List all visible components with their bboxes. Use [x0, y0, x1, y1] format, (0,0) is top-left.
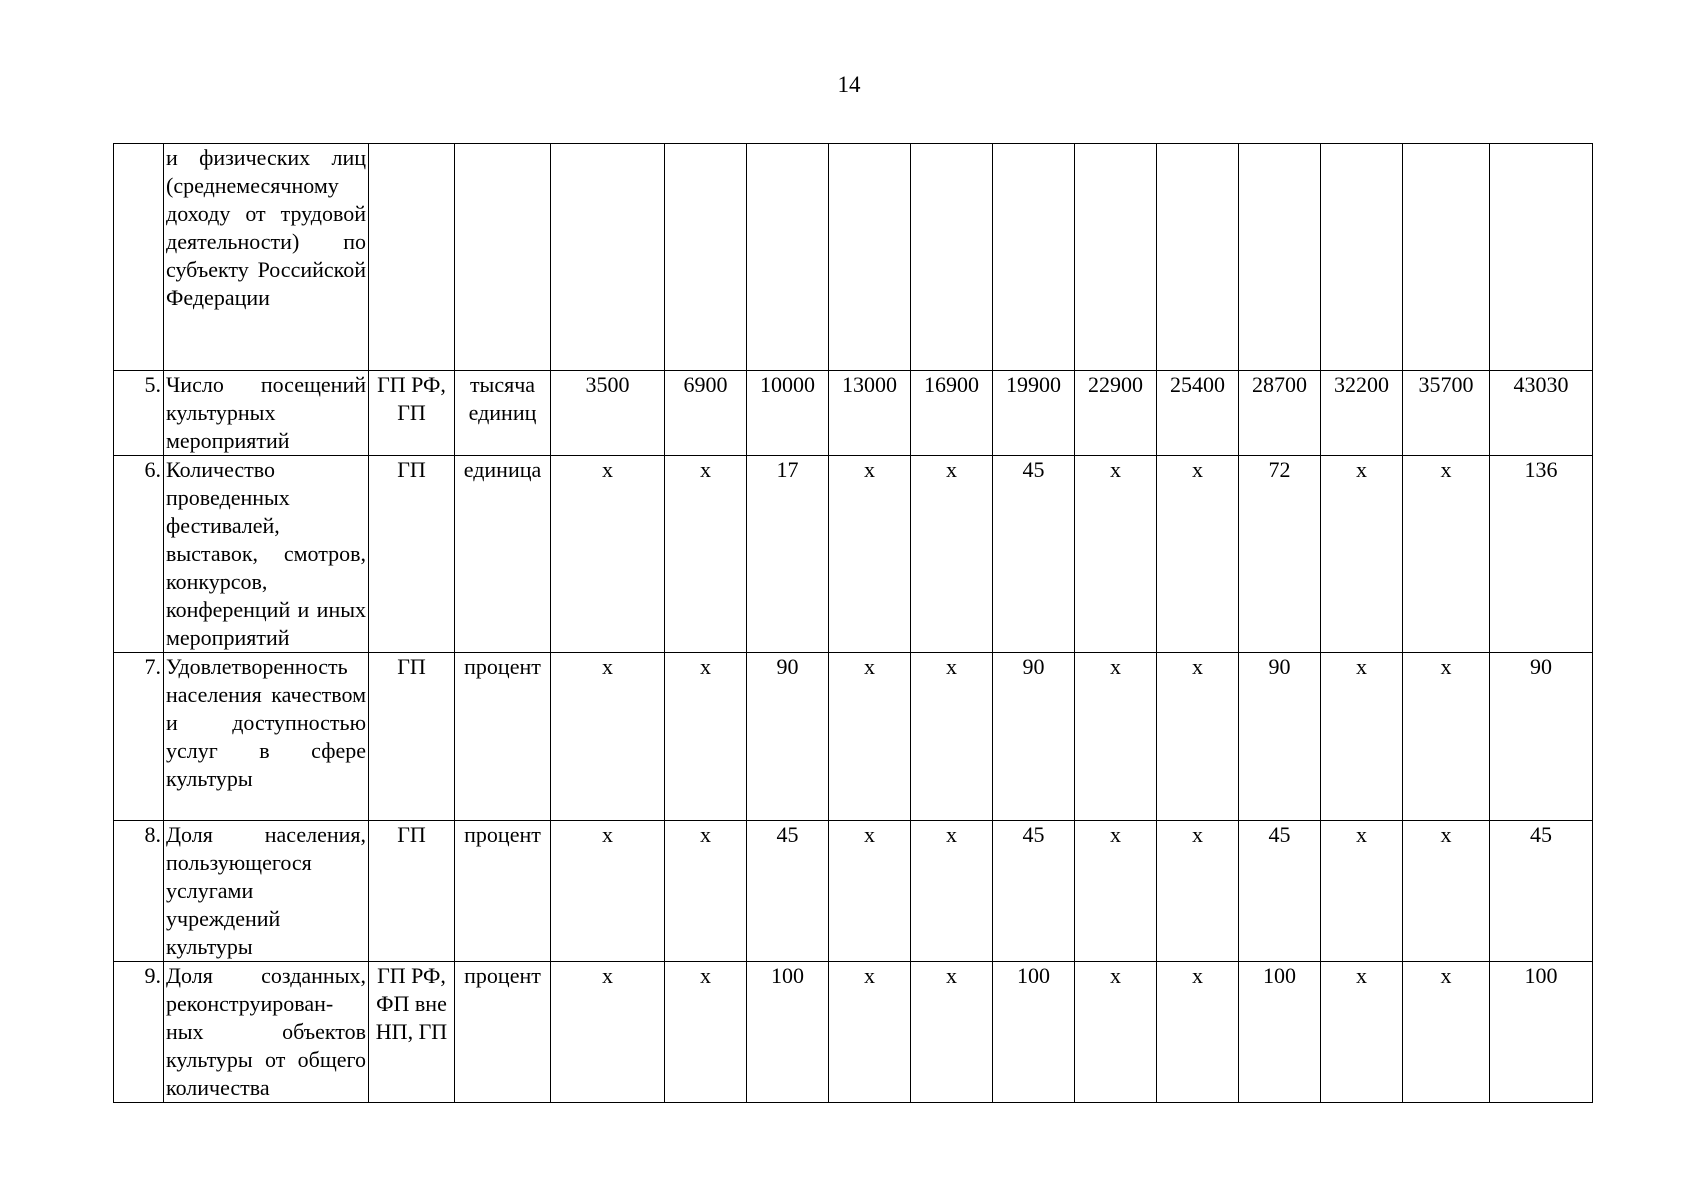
- row-number-cell: 8.: [114, 821, 164, 962]
- value-cell: 100: [1490, 962, 1593, 1103]
- indicator-name: Количество проведенных фестивалей, выставок, смотров, конкурсов, конференций и иных мероприятий: [166, 457, 366, 650]
- value-cell: х: [1321, 653, 1403, 821]
- value-cell: х: [665, 821, 747, 962]
- source-cell: ГП: [369, 821, 455, 962]
- value-cell: [1157, 144, 1239, 371]
- value-cell: х: [1157, 653, 1239, 821]
- value-cell: 90: [747, 653, 829, 821]
- table-row: [114, 962, 1593, 1103]
- source-cell: ГП: [369, 456, 455, 653]
- indicator-name: Доля населения, пользующегося услугами учреждений культуры: [166, 822, 366, 959]
- value-cell: 45: [1490, 821, 1593, 962]
- source-cell: [369, 144, 455, 371]
- table-row: [114, 653, 1593, 821]
- row-number-cell: 7.: [114, 653, 164, 821]
- value-cell: 35700: [1403, 371, 1490, 456]
- table-row: [114, 144, 1593, 371]
- value-cell: [993, 144, 1075, 371]
- value-cell: 100: [993, 962, 1075, 1103]
- source-cell: ГП РФ, ГП: [369, 371, 455, 456]
- value-cell: х: [1075, 821, 1157, 962]
- value-cell: 32200: [1321, 371, 1403, 456]
- value-cell: 45: [1239, 821, 1321, 962]
- value-cell: х: [665, 653, 747, 821]
- value-cell: 100: [747, 962, 829, 1103]
- value-cell: х: [551, 962, 665, 1103]
- table-body: [114, 144, 1593, 1103]
- value-cell: [551, 144, 665, 371]
- value-cell: х: [829, 821, 911, 962]
- value-cell: х: [829, 962, 911, 1103]
- value-cell: 25400: [1157, 371, 1239, 456]
- value-cell: х: [1403, 653, 1490, 821]
- indicator-name-cell: [164, 653, 369, 821]
- value-cell: х: [1075, 962, 1157, 1103]
- value-cell: 90: [1490, 653, 1593, 821]
- indicators-table: [113, 143, 1593, 1103]
- value-cell: х: [1157, 456, 1239, 653]
- value-cell: [829, 144, 911, 371]
- value-cell: х: [551, 653, 665, 821]
- value-cell: 3500: [551, 371, 665, 456]
- value-cell: 45: [747, 821, 829, 962]
- unit-cell: единица: [455, 456, 551, 653]
- unit-cell: [455, 144, 551, 371]
- value-cell: 100: [1239, 962, 1321, 1103]
- value-cell: х: [1321, 821, 1403, 962]
- row-number-cell: 5.: [114, 371, 164, 456]
- value-cell: [1239, 144, 1321, 371]
- value-cell: 13000: [829, 371, 911, 456]
- value-cell: [665, 144, 747, 371]
- table-row: [114, 456, 1593, 653]
- value-cell: [1321, 144, 1403, 371]
- unit-cell: тысяча единиц: [455, 371, 551, 456]
- value-cell: 10000: [747, 371, 829, 456]
- value-cell: х: [911, 821, 993, 962]
- value-cell: х: [1403, 821, 1490, 962]
- source-cell: ГП РФ, ФП вне НП, ГП: [369, 962, 455, 1103]
- value-cell: 16900: [911, 371, 993, 456]
- source-cell: ГП: [369, 653, 455, 821]
- value-cell: х: [1321, 962, 1403, 1103]
- unit-cell: процент: [455, 962, 551, 1103]
- value-cell: х: [551, 821, 665, 962]
- value-cell: 6900: [665, 371, 747, 456]
- indicator-name: и физических лиц (среднемесячному доходу от трудовой деятельности) по субъекту Российской Федерации: [166, 145, 366, 310]
- value-cell: х: [665, 962, 747, 1103]
- value-cell: 19900: [993, 371, 1075, 456]
- value-cell: х: [665, 456, 747, 653]
- value-cell: [747, 144, 829, 371]
- row-number-cell: 6.: [114, 456, 164, 653]
- value-cell: х: [1157, 962, 1239, 1103]
- value-cell: 72: [1239, 456, 1321, 653]
- value-cell: 45: [993, 456, 1075, 653]
- indicator-name: Удовлетворенность населения качеством и доступностью услуг в сфере культуры: [166, 654, 366, 791]
- value-cell: х: [1321, 456, 1403, 653]
- value-cell: х: [551, 456, 665, 653]
- value-cell: х: [911, 962, 993, 1103]
- indicator-name: Число посещений культурных мероприятий: [166, 372, 366, 453]
- indicator-name: Доля созданных, реконструирован-ных объектов культуры от общего количества: [166, 963, 366, 1100]
- value-cell: 28700: [1239, 371, 1321, 456]
- table-row: [114, 821, 1593, 962]
- value-cell: х: [1403, 962, 1490, 1103]
- unit-cell: процент: [455, 653, 551, 821]
- indicator-name-cell: [164, 456, 369, 653]
- value-cell: 43030: [1490, 371, 1593, 456]
- value-cell: 90: [993, 653, 1075, 821]
- value-cell: х: [1157, 821, 1239, 962]
- value-cell: х: [1075, 456, 1157, 653]
- table-row: [114, 371, 1593, 456]
- value-cell: [1075, 144, 1157, 371]
- value-cell: 17: [747, 456, 829, 653]
- indicator-name-cell: [164, 962, 369, 1103]
- indicator-name-cell: [164, 144, 369, 371]
- value-cell: 45: [993, 821, 1075, 962]
- value-cell: х: [829, 653, 911, 821]
- value-cell: [911, 144, 993, 371]
- indicator-name-cell: [164, 371, 369, 456]
- row-number-cell: 9.: [114, 962, 164, 1103]
- value-cell: х: [1075, 653, 1157, 821]
- value-cell: х: [911, 456, 993, 653]
- value-cell: 90: [1239, 653, 1321, 821]
- value-cell: 136: [1490, 456, 1593, 653]
- value-cell: [1403, 144, 1490, 371]
- row-number-cell: [114, 144, 164, 371]
- page-number: 14: [837, 72, 861, 97]
- value-cell: х: [829, 456, 911, 653]
- value-cell: [1490, 144, 1593, 371]
- indicator-name-cell: [164, 821, 369, 962]
- value-cell: х: [1403, 456, 1490, 653]
- value-cell: х: [911, 653, 993, 821]
- unit-cell: процент: [455, 821, 551, 962]
- value-cell: 22900: [1075, 371, 1157, 456]
